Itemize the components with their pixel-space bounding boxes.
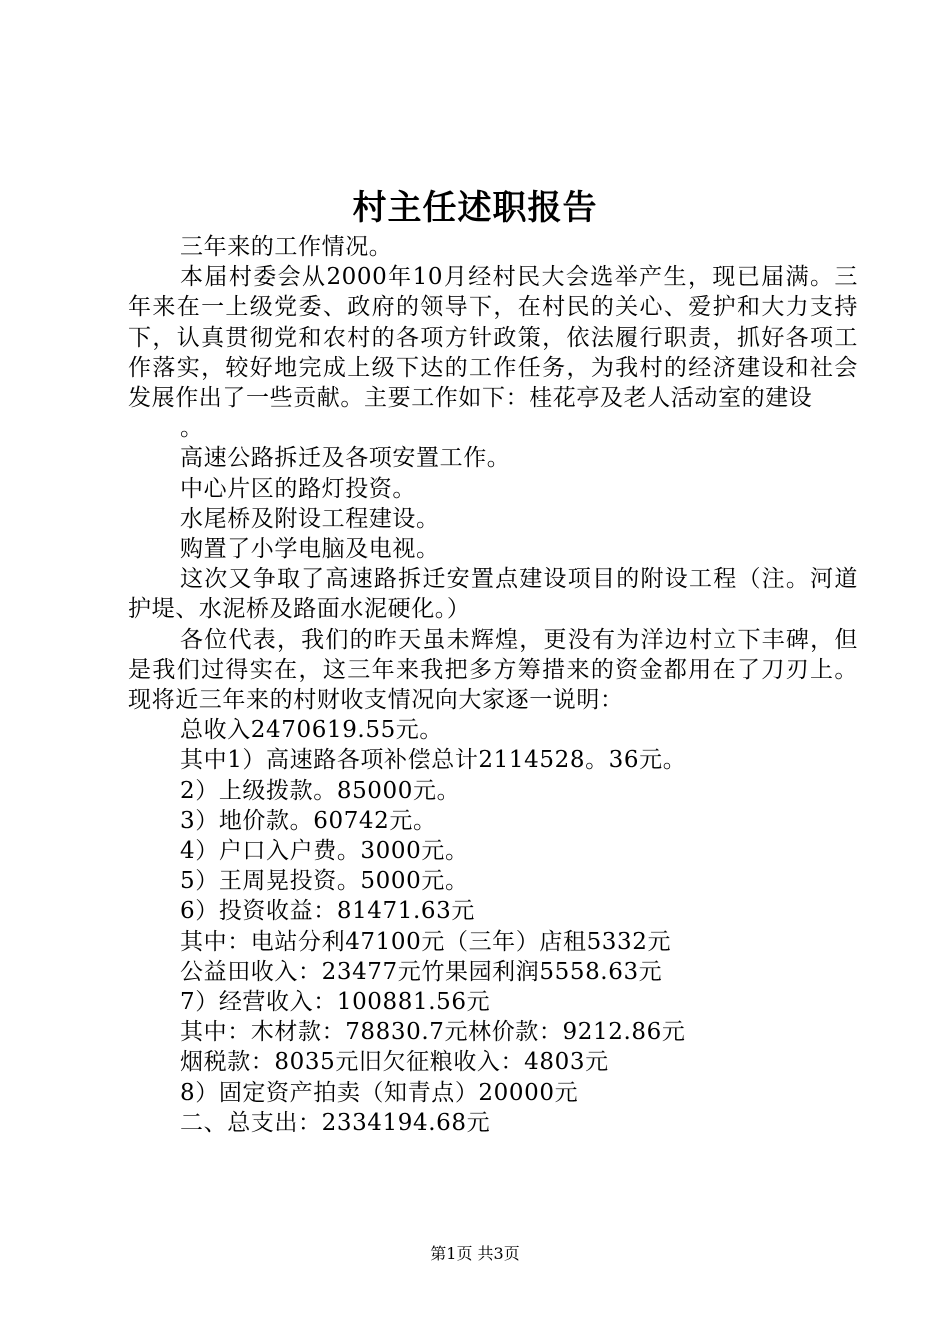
document-body — [128, 232, 858, 1138]
paragraph-income-item-8: 8）固定资产拍卖（知青点）20000元 — [180, 1079, 579, 1106]
paragraph-income-item-6: 6）投资收益：81471.63元 — [180, 898, 475, 925]
paragraph-income-item-3: 3）地价款。60742元。 — [180, 807, 437, 834]
document-title: 村主任述职报告 — [352, 188, 598, 228]
paragraph-total-income: 总收入2470619.55元。 — [180, 717, 444, 744]
paragraph-income-item-7-detail-b: 烟税款：8035元旧欠征粮收入：4803元 — [180, 1049, 609, 1076]
paragraph-bridge-construction: 水尾桥及附设工程建设。 — [180, 505, 440, 532]
paragraph-school-computers: 购置了小学电脑及电视。 — [180, 536, 440, 563]
paragraph-highway-relocation: 高速公路拆迁及各项安置工作。 — [180, 445, 511, 472]
paragraph-period: 。 — [180, 415, 204, 442]
paragraph-income-item-6-detail-a: 其中：电站分利47100元（三年）店租5332元 — [180, 928, 672, 955]
paragraph-income-item-6-detail-b: 公益田收入：23477元竹果园利润5558.63元 — [180, 958, 663, 985]
paragraph-income-item-4: 4）户口入户费。3000元。 — [180, 838, 469, 865]
paragraph-total-expenditure: 二、总支出：2334194.68元 — [180, 1109, 491, 1136]
paragraph-income-item-2: 2）上级拨款。85000元。 — [180, 777, 461, 804]
paragraph-financial-intro: 各位代表，我们的昨天虽未辉煌，更没有为洋边村立下丰碑，但是我们过得实在，这三年来我把多方筹措来的资金都用在了刀刃上。现将近三年来的村财收支情况向大家逐一说明： — [128, 626, 858, 714]
paragraph-work-summary-heading: 三年来的工作情况。 — [180, 234, 393, 260]
paragraph-street-lights: 中心片区的路灯投资。 — [180, 475, 416, 502]
paragraph-income-item-7-detail-a: 其中：木材款：78830.7元林价款：9212.86元 — [180, 1019, 686, 1046]
paragraph-income-item-5: 5）王周晃投资。5000元。 — [180, 868, 469, 895]
paragraph-income-item-7: 7）经营收入：100881.56元 — [180, 989, 491, 1016]
paragraph-auxiliary-project: 这次又争取了高速路拆迁安置点建设项目的附设工程（注。河道护堤、水泥桥及路面水泥硬化。） — [128, 566, 858, 623]
page-footer: 第1页 共3页 — [430, 1244, 520, 1263]
paragraph-income-item-1: 其中1）高速路各项补偿总计2114528。36元。 — [180, 747, 687, 774]
paragraph-introduction: 本届村委会从2000年10月经村民大会选举产生，现已届满。三年来在一上级党委、政府的领导下，在村民的关心、爱护和大力支持下，认真贯彻党和农村的各项方针政策，依法履行职责，抓好各项工作落实，较好地完成上级下达的工作任务，为我村的经济建设和社会发展作出了一些贡献。主要工作如下：桂花亭及老人活动室的建设 — [128, 264, 858, 412]
